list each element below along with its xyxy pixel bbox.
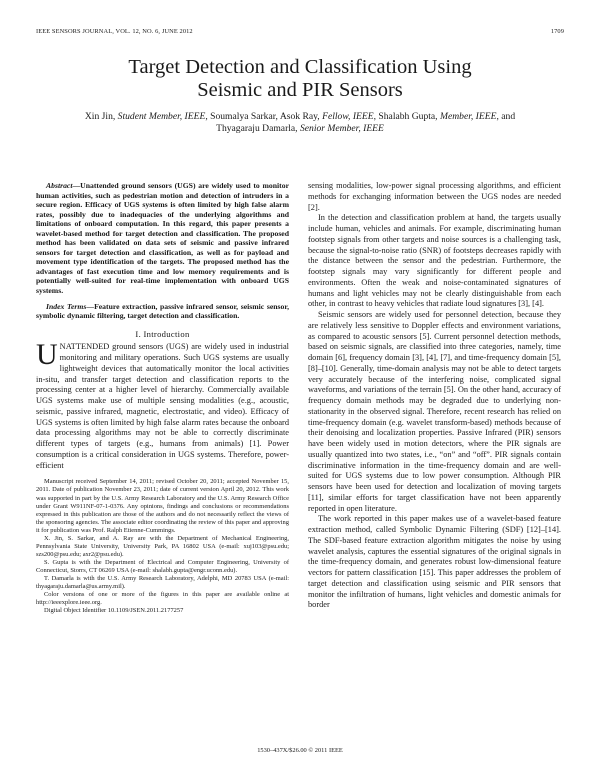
page-number: 1709 xyxy=(550,28,564,35)
authors-line-1: Xin Jin, Student Member, IEEE, Soumalya Sarkar, Asok Ray, Fellow, IEEE, Shalabh Gupta, Member, IEEE, and xyxy=(84,111,516,122)
left-column xyxy=(36,181,289,615)
title-line-2: Seismic and PIR Sensors xyxy=(197,79,403,101)
abstract-lead: Abstract xyxy=(46,181,73,190)
index-terms-text: —Feature extraction, passive infrared sensor, seismic sensor, symbolic dynamic filtering, target detection and classification. xyxy=(36,301,289,321)
paper-title xyxy=(36,56,564,102)
index-terms xyxy=(36,302,289,321)
intro-paragraph-1 xyxy=(36,338,289,471)
index-terms-lead: Index Terms xyxy=(46,301,87,311)
intro-paragraph-1-text: NATTENDED ground sensors (UGS) are widely used in industrial monitoring and military operations. Such UGS systems are usually lightweight devices that automatically monitor the local activities in-situ, and transfer target detection and classification reports to the processing center at a higher level of hierarchy. Commercially available UGS systems make use of multiple sensing modalities (e.g., acoustic, seismic, passive infrared, magnetic, electrostatic, and video). Efficacy of UGS systems is often limited by high false alarm rates because the onboard data processing algorithms may not be able to correctly discriminate different types of targets (e.g., humans from animals) [1]. Power consumption is a critical consideration in UGS systems. Therefore, power-efficient xyxy=(36,342,289,470)
journal-header: IEEE SENSORS JOURNAL, VOL. 12, NO. 6, JUNE 2012 xyxy=(36,28,193,35)
running-header xyxy=(36,28,564,38)
abstract-text: —Unattended ground sensors (UGS) are widely used to monitor human activities, such as pedestrian motion and detection of intruders in a secure region. Efficacy of UGS systems is often limited by high false alarm rates, possibly due to inadequacies of the underlying algorithms and limitations of onboard computation. In this regard, this paper presents a wavelet-based method for target detection and classification. The proposed method has been validated on data sets of seismic and passive infrared sensors for target detection and classification, as well as for payload and movement type identification of the targets. The proposed method has the advantages of fast execution time and low memory requirements and is potentially well-suited for real-time implementation with onboard UGS systems. xyxy=(36,181,289,296)
right-column xyxy=(308,181,561,611)
footnote-doi: Digital Object Identifier 10.1109/JSEN.2011.2177257 xyxy=(44,607,184,615)
footnote-color-versions: Color versions of one or more of the figures in this paper are available online at http://ieeexplore.ieee.org. xyxy=(36,591,289,607)
authors-line-2: Thyagaraju Damarla, Senior Member, IEEE xyxy=(216,123,384,135)
abstract xyxy=(36,181,289,296)
footnote-manuscript: Manuscript received September 14, 2011; revised October 20, 2011; accepted November 15, 2011. Date of publication November 23, 2011; date of current version April 20, 2012. This work was supported in part by the U.S. Army Research Laboratory and the U.S. Army Research Office under Grant W911NF-07-1-0376. Any opinions, findings and conclusions or recommendations expressed in this publication are those of the authors and do not necessarily reflect the views of the sponsoring agencies. The associate editor coordinating the review of this paper and approving it for publication was Prof. Ralph Etienne-Cummings. xyxy=(36,478,289,534)
title-line-1: Target Detection and Classification Using xyxy=(128,56,472,78)
footnote-affiliation-arl: T. Damarla is with the U.S. Army Research Laboratory, Adelphi, MD 20783 USA (e-mail: thyagaraju.damarla@us.army.mil). xyxy=(36,574,289,591)
body-paragraph-4: The work reported in this paper makes use of a wavelet-based feature extraction method, called Symbolic Dynamic Filtering (SDF) [12]–[14]. The SDF-based feature extraction algorithm mitigates the noise by using wavelet analysis, captures the essential signatures of the original signals in the time-frequency domain, and generates robust low-dimensional feature vectors for pattern classification [15]. This paper addresses the problem of target detection and classification using seismic and PIR sensors that monitor the infiltration of humans, light vehicles and domestic animals for border xyxy=(308,514,561,610)
copyright-line: 1530–437X/$26.00 © 2011 IEEE xyxy=(257,747,343,754)
body-paragraph-2: In the detection and classification problem at hand, the targets usually include human, vehicles and animals. For example, discriminating human footstep signals from other targets and noise sources is a challenging task, because the signal-to-noise ratio (SNR) of footsteps decreases rapidly with the distance between the sensor and the pedestrian. Furthermore, the footstep signals may vary significantly for different people and environments. Often the weak and noise-contaminated signatures of humans and light vehicles may not be clearly distinguishable from each other, in contrast to heavy vehicles that radiate loud signatures [3], [4]. xyxy=(308,213,561,309)
section-heading-introduction: I. Introduction xyxy=(135,328,190,339)
footnote-affiliation-psu: X. Jin, S. Sarkar, and A. Ray are with the Department of Mechanical Engineering, Pennsylvania State University, University Park, PA 16802 USA (e-mail: xuj103@psu.edu; szs200@psu.edu; axr2@psu.edu). xyxy=(36,534,289,558)
body-paragraph-1: sensing modalities, low-power signal processing algorithms, and efficient methods for exchanging information between the UGS nodes are needed [2]. xyxy=(308,181,561,212)
footnotes xyxy=(36,478,289,615)
body-paragraph-3: Seismic sensors are widely used for personnel detection, because they are relatively less sensitive to Doppler effects and environment variations, as compared to acoustic sensors [5]. Current personnel detection methods, based on seismic signals, are classified into three categories, namely, time domain [6], frequency domain [3], [4], [7], and time-frequency domain [5], [8]–[10]. Generally, time-domain analysis may not be able to detect targets very accurately because of the interfering noise, complicated signal waveforms, and variations of the terrain [5]. On the other hand, accuracy of frequency domain methods may be degraded due to underlying non-stationarity in the observed signal. Therefore, recent research has relied on time-frequency domain (e.g. wavelet transform-based) methods because of their denoising and localization properties. Passive Infrared (PIR) sensors have been widely used in motion detectors, where the PIR signals are usually quantized into two states, i.e., “on” and “off”. PIR signals contain discriminative information in the time-frequency domain and are well-suited for UGS systems due to low power consumption. Although PIR sensors have been used for detection and localization of moving targets [11], similar efforts for target classification have not been apparently reported in open literature. xyxy=(308,310,561,513)
drop-cap: U xyxy=(36,338,58,372)
author-list xyxy=(40,111,560,136)
footnote-affiliation-uconn: S. Gupta is with the Department of Electrical and Computer Engineering, University of Connecticut, Storrs, CT 06269 USA (e-mail: shalabh.gupta@engr.uconn.edu). xyxy=(36,558,289,574)
